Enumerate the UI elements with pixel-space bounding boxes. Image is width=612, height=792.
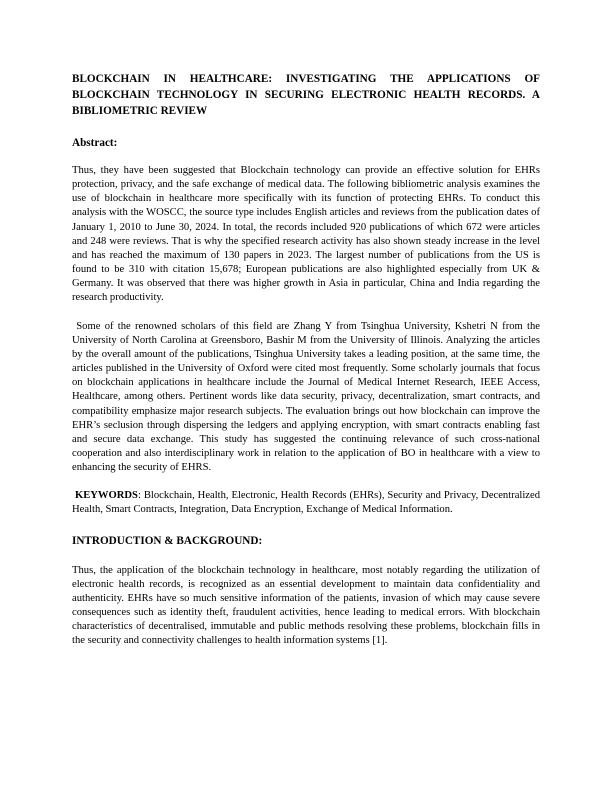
abstract-heading: Abstract:	[72, 137, 118, 149]
abstract-paragraph-2	[72, 320, 540, 476]
abstract-paragraph-1: Thus, they have been suggested that Blockchain technology can provide an effective solution for EHRs protection, privacy, and the safe exchange of medical data. The following bibliometric analysis examines the use of blockchain in healthcare more specifically with its function of protecting EHRs. To conduct this analysis with the WOSCC, the source type includes English articles and reviews from the publication dates of January 1, 2010 to June 30, 2024. In total, the records included 920 publications of which 672 were articles and 248 were reviews. That is why the specified research activity has also shown steady increase in the level and has reached the maximum of 130 papers in 2023. The largest number of publications from the US is found to be 310 with citation 15,678; European publications are also highlighted especially from UK & Germany. It was observed that there was higher growth in Asia in particular, China and India regarding the research productivity.	[72, 165, 540, 304]
abstract-paragraph-2-text: Some of the renowned scholars of this field are Zhang Y from Tsinghua University, Kshetri N from the University of North Carolina at Greensboro, Bashir M from the University of Illinois. Analyzing the articles by the overall amount of the publications, Tsinghua University takes a leading position, at the same time, the articles published in the University of Oxford were cited most frequently. Some scholarly journals that focus on blockchain applications in healthcare include the Journal of Medical Internet Research, IEEE Access, Healthcare, among others. Pertinent words like data security, privacy, decentralization, smart contracts, and compatibility emphasize major research subjects. The evaluation brings out how blockchain can improve the EHR’s seclusion through dispersing the ledgers and applying encryption, with smart contracts enabling fast and secure data exchange. This study has suggested the continuing relevance of such cross-national cooperation and also interdisciplinary work in relation to the application of BO in healthcare with a view to enhancing the security of EHRS.	[72, 320, 540, 474]
paper-title: BLOCKCHAIN IN HEALTHCARE: INVESTIGATING THE APPLICATIONS OF BLOCKCHAIN TECHNOLOGY IN SECURING ELECTRONIC HEALTH RECORDS. A BIBLIOMETRIC REVIEW	[72, 73, 540, 117]
keywords-text: : Blockchain, Health, Electronic, Health Records (EHRs), Security and Privacy, Decentralized Health, Smart Contracts, Integration, Data Encryption, Exchange of Medical Information.	[72, 490, 540, 516]
paper-page	[72, 71, 540, 663]
introduction-heading: INTRODUCTION & BACKGROUND:	[72, 534, 263, 547]
keywords-label: KEYWORDS	[74, 490, 138, 502]
introduction-paragraph-1: Thus, the application of the blockchain technology in healthcare, most notably regarding the utilization of electronic health records, is recognized as an essential development to maintain data confidentiality and authenticity. EHRs have so much sensitive information of the patients, invasion of which may cause severe consequences such as identity theft, fraudulent activities, hence leading to medical errors. With blockchain characteristics of decentralised, immutable and public methods resolving these problems, blockchain fills in the security and connectivity challenges to health information systems [1].	[72, 564, 540, 647]
keywords-line	[72, 489, 540, 517]
